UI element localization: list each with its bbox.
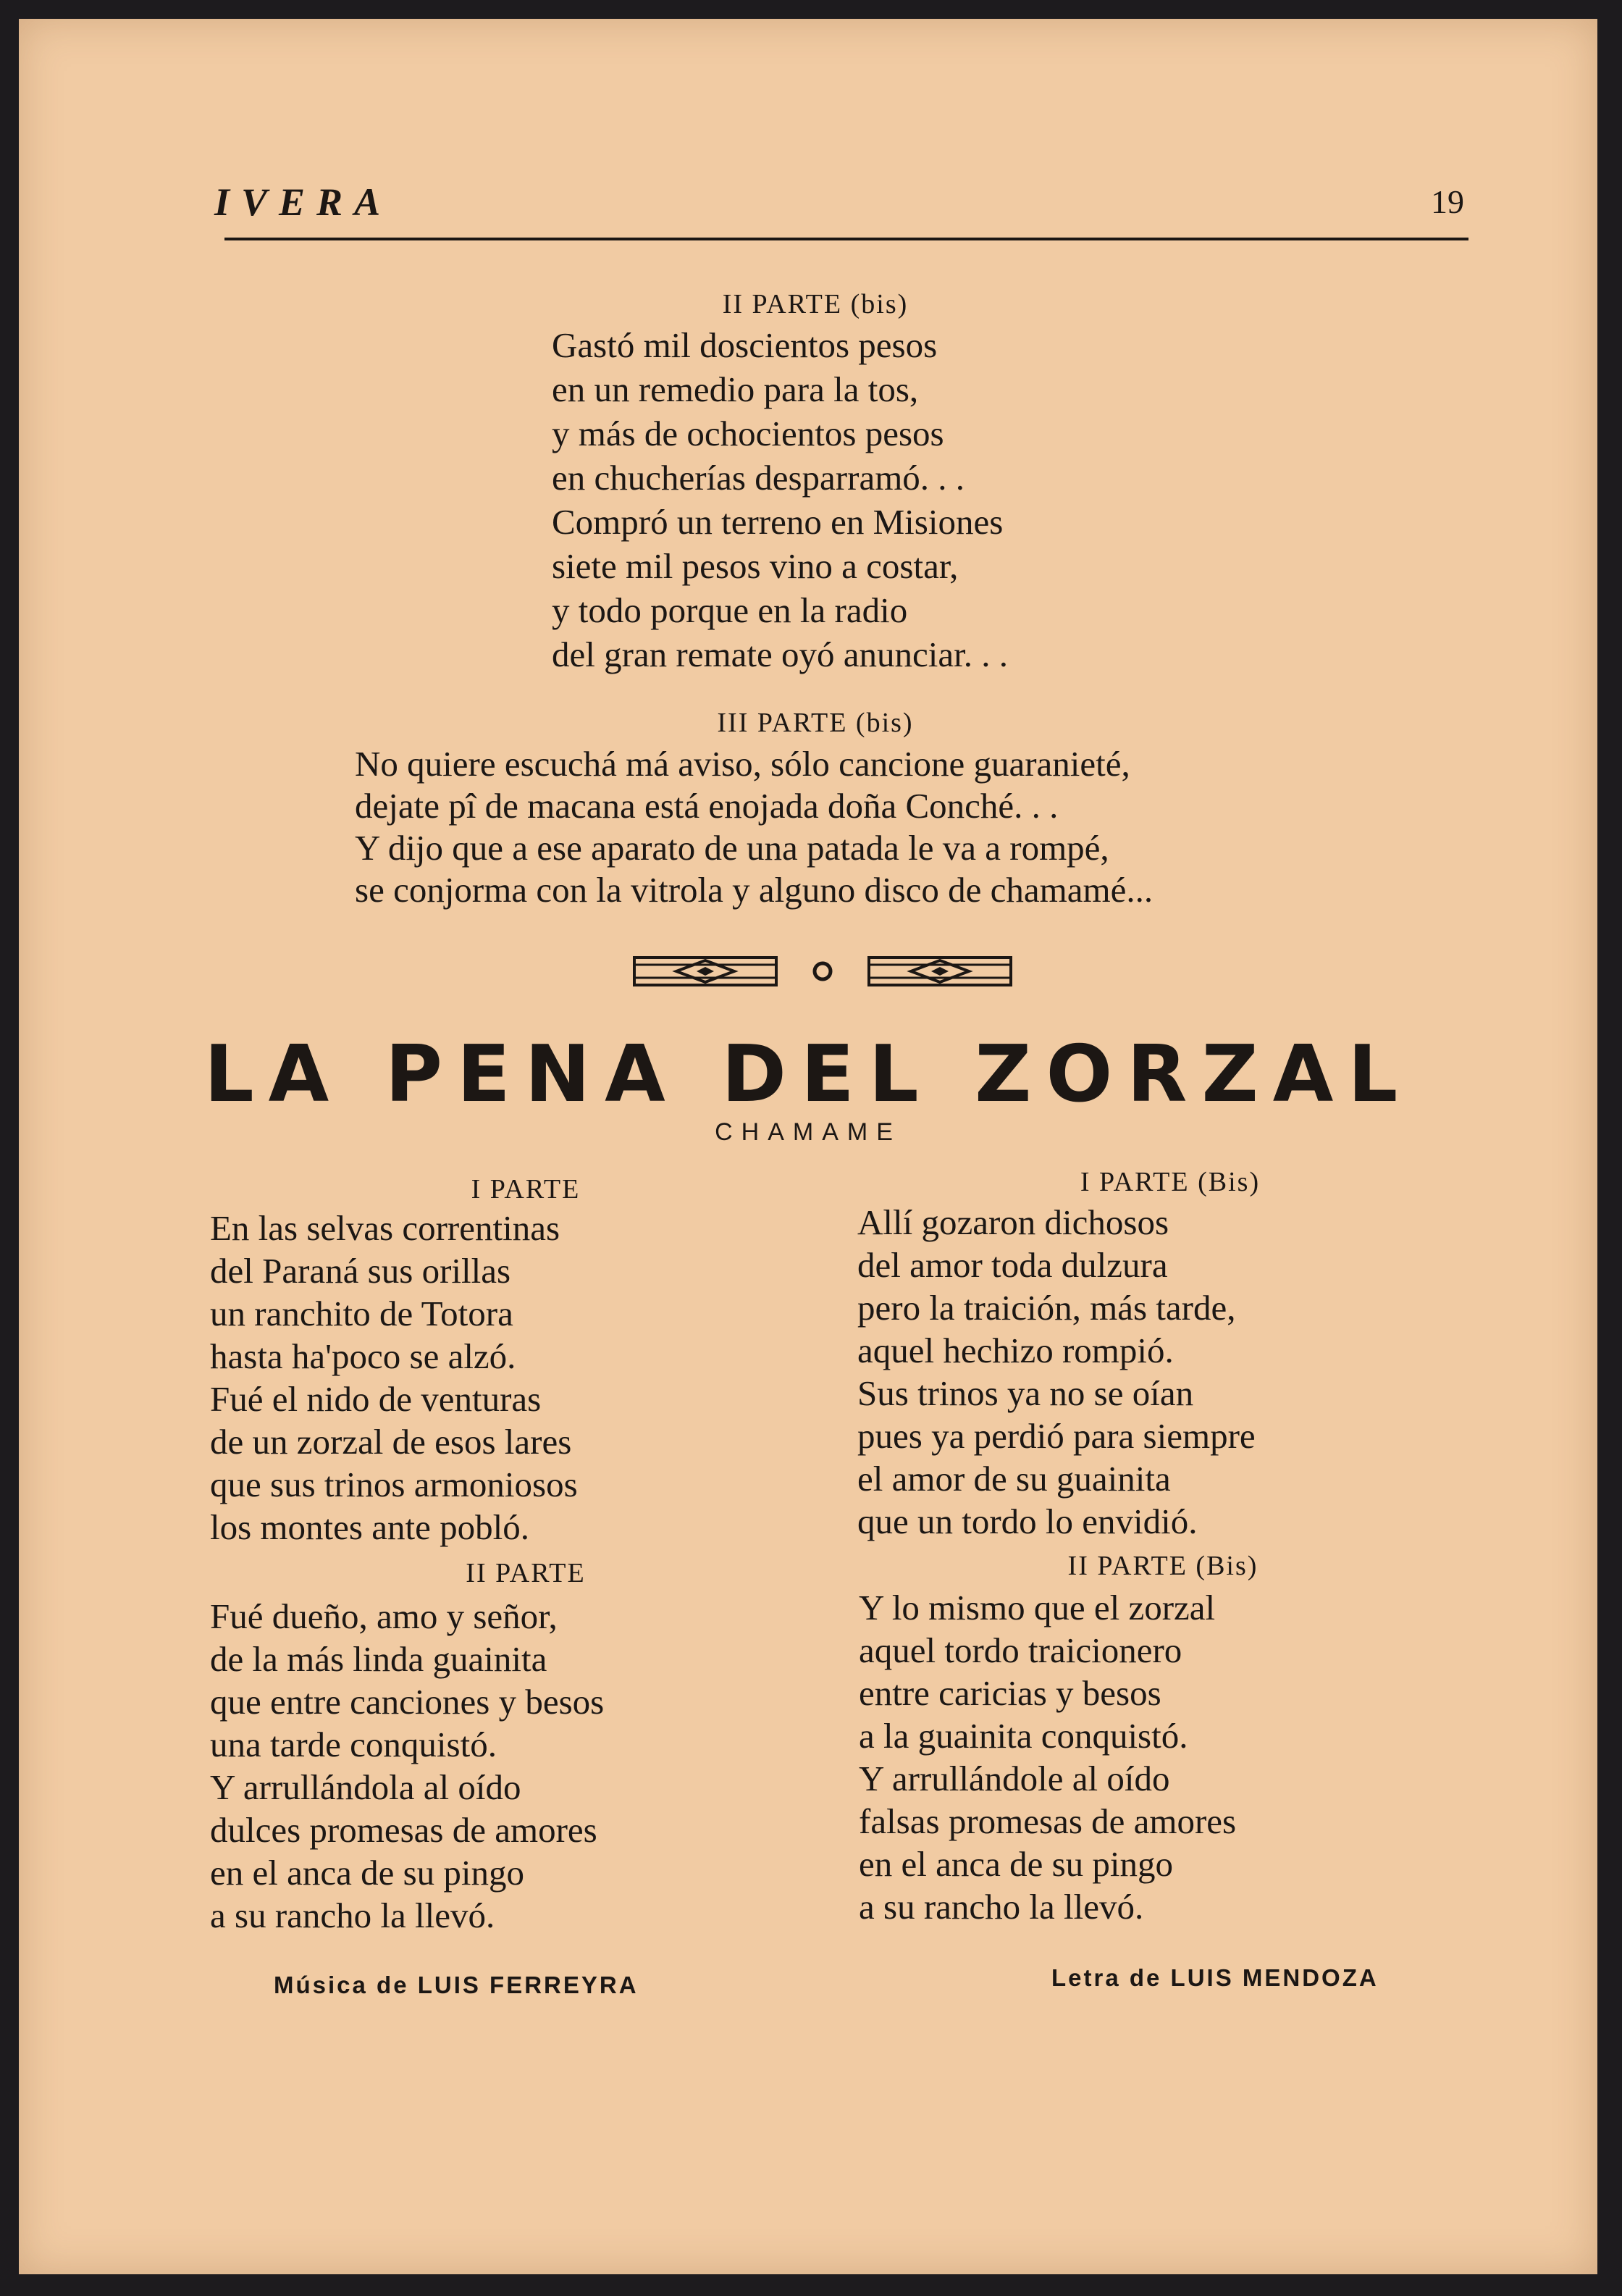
- song-title: LA PENA DEL ZORZAL: [203, 1029, 1413, 1120]
- verse-line: En las selvas correntinas: [210, 1208, 560, 1248]
- verse-line: No quiere escuchá má aviso, sólo cancione guaranieté,: [355, 744, 1130, 784]
- verse-line: Fué dueño, amo y señor,: [210, 1596, 558, 1636]
- verse-line: dejate pî de macana está enojada doña Conché. . .: [355, 786, 1059, 826]
- verse-block: [859, 1586, 1236, 1928]
- ornamental-divider: [633, 953, 1012, 989]
- verse-block: [857, 1201, 1256, 1543]
- verse-line: Compró un terreno en Misiones: [552, 502, 1004, 542]
- verse-line: a su rancho la llevó.: [859, 1887, 1144, 1927]
- verse-line: y más de ochocientos pesos: [552, 414, 944, 453]
- lyrics-credit: Letra de LUIS MENDOZA: [1051, 1964, 1379, 1991]
- verse-line: en el anca de su pingo: [859, 1844, 1174, 1884]
- ornament-left-icon: [633, 953, 778, 989]
- verse-line: Gastó mil doscientos pesos: [552, 325, 938, 365]
- section-heading: I PARTE (Bis): [1080, 1167, 1261, 1197]
- section-heading: I PARTE: [471, 1174, 581, 1204]
- song-genre: CHAMAME: [715, 1118, 902, 1146]
- verse-line: a su rancho la llevó.: [210, 1895, 495, 1935]
- verse-line: Y arrullándole al oído: [859, 1759, 1170, 1798]
- section-heading: III PARTE (bis): [717, 708, 914, 738]
- verse-line: pues ya perdió para siempre: [857, 1416, 1256, 1456]
- verse-block: [210, 1595, 604, 1937]
- verse-line: que sus trinos armoniosos: [210, 1465, 578, 1504]
- verse-line: aquel tordo traicionero: [859, 1630, 1182, 1670]
- verse-line: de la más linda guainita: [210, 1639, 547, 1679]
- verse-line: del amor toda dulzura: [857, 1245, 1168, 1285]
- verse-line: siete mil pesos vino a costar,: [552, 546, 959, 586]
- verse-line: en un remedio para la tos,: [552, 369, 919, 409]
- verse-line: Sus trinos ya no se oían: [857, 1373, 1194, 1413]
- verse-line: Allí gozaron dichosos: [857, 1202, 1169, 1242]
- verse-line: aquel hechizo rompió.: [857, 1331, 1174, 1370]
- verse-line: a la guainita conquistó.: [859, 1716, 1188, 1756]
- verse-line: del gran remate oyó anunciar. . .: [552, 634, 1008, 674]
- ornament-center-icon: [811, 960, 834, 983]
- verse-line: Y arrullándola al oído: [210, 1767, 521, 1807]
- verse-block: [552, 500, 1008, 676]
- verse-line: en el anca de su pingo: [210, 1853, 525, 1893]
- verse-line: Y lo mismo que el zorzal: [859, 1588, 1216, 1627]
- verse-line: pero la traición, más tarde,: [857, 1288, 1236, 1328]
- verse-block: [552, 323, 965, 500]
- verse-line: del Paraná sus orillas: [210, 1251, 511, 1291]
- verse-line: una tarde conquistó.: [210, 1725, 497, 1764]
- header-rule: [224, 238, 1468, 240]
- verse-line: dulces promesas de amores: [210, 1810, 597, 1850]
- verse-line: que entre canciones y besos: [210, 1682, 605, 1722]
- section-heading: II PARTE (Bis): [1067, 1551, 1258, 1581]
- verse-line: Fué el nido de venturas: [210, 1379, 542, 1419]
- verse-line: los montes ante pobló.: [210, 1507, 529, 1547]
- verse-block: [210, 1207, 578, 1549]
- verse-line: de un zorzal de esos lares: [210, 1422, 572, 1462]
- verse-line: el amor de su guainita: [857, 1459, 1171, 1499]
- verse-line: entre caricias y besos: [859, 1673, 1161, 1713]
- verse-line: y todo porque en la radio: [552, 590, 908, 630]
- ornament-right-icon: [867, 953, 1012, 989]
- verse-line: falsas promesas de amores: [859, 1801, 1237, 1841]
- verse-line: en chucherías desparramó. . .: [552, 458, 965, 498]
- book-page: [19, 19, 1597, 2274]
- verse-line: un ranchito de Totora: [210, 1294, 513, 1333]
- music-credit: Música de LUIS FERREYRA: [274, 1972, 639, 1998]
- verse-line: se conjorma con la vitrola y alguno disco de chamamé...: [355, 870, 1154, 910]
- section-heading: II PARTE: [466, 1558, 586, 1588]
- verse-block: [355, 743, 1153, 911]
- page-number: 19: [1431, 183, 1464, 220]
- verse-line: que un tordo lo envidió.: [857, 1501, 1198, 1541]
- running-header-title: IVERA: [214, 180, 392, 224]
- verse-line: Y dijo que a ese aparato de una patada le va a rompé,: [355, 828, 1109, 868]
- section-heading: II PARTE (bis): [722, 289, 909, 319]
- verse-line: hasta ha'poco se alzó.: [210, 1336, 516, 1376]
